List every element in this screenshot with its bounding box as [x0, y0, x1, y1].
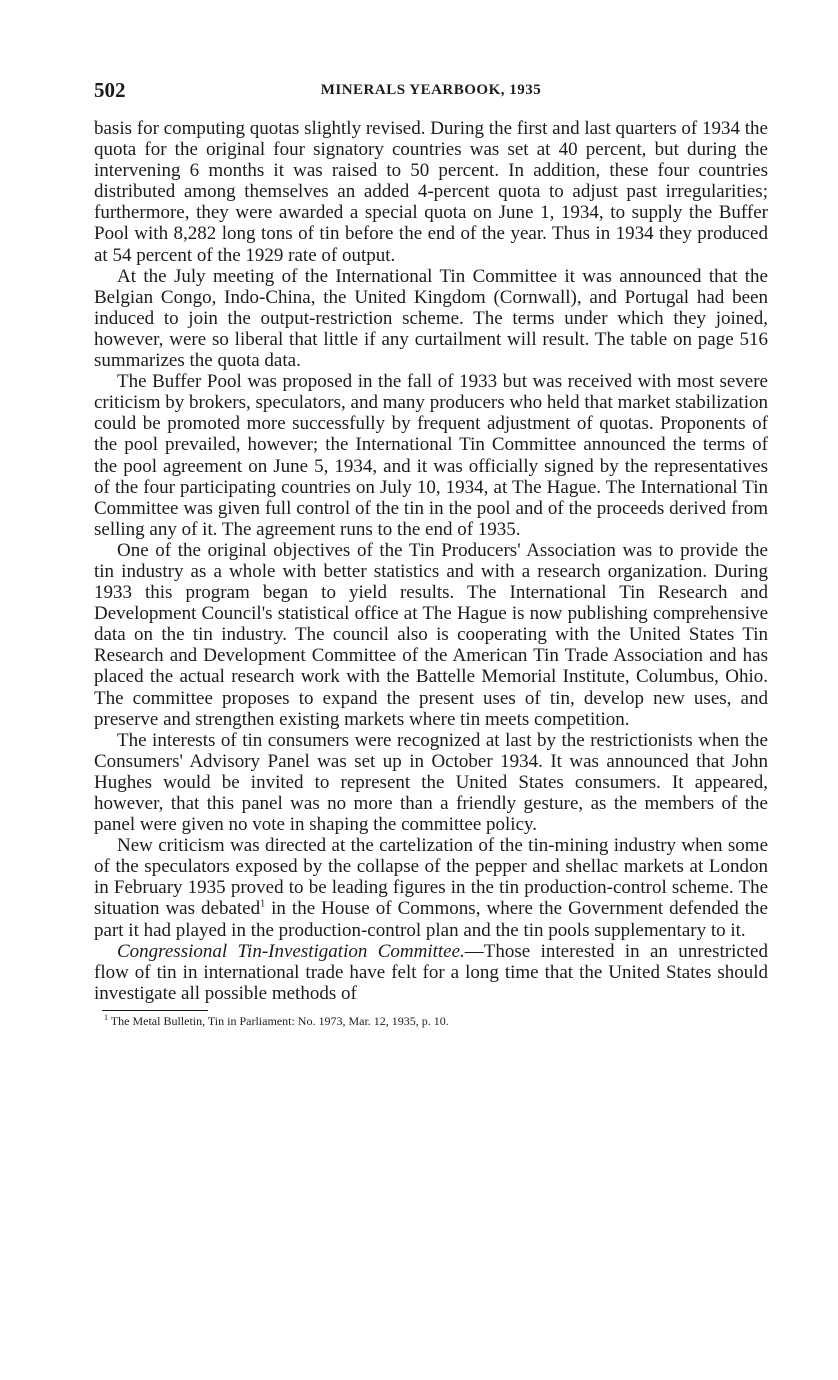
page-header: [94, 78, 768, 118]
footnote-marker: 1: [104, 1012, 108, 1022]
paragraph-6-text-after: in the House of Commons, where the Government defended the part it had played in the production-control plan and the tin pools supplementary to it.: [94, 898, 768, 941]
paragraph-6: [94, 835, 768, 940]
footnote-reference: 1: [260, 899, 266, 911]
body-text: [94, 118, 768, 1004]
footnote: [104, 1013, 768, 1029]
running-title: MINERALS YEARBOOK, 1935: [320, 82, 542, 98]
paragraph-5: The interests of tin consumers were recognized at last by the restrictionists when the Consumers' Advisory Panel was set up in October 1934. It was announced that John Hughes would be invited to represent the United States consumers. It appeared, however, that this panel was no more than a friendly gesture, as the members of the panel were given no vote in shaping the committee policy.: [94, 729, 768, 836]
paragraph-7: [94, 941, 768, 1004]
page-number: 502: [94, 78, 126, 102]
paragraph-2: At the July meeting of the International Tin Committee it was announced that the Belgian Congo, Indo-China, the United Kingdom (Cornwall), and Portugal had been induced to join the output-restriction scheme. The terms under which they joined, however, were so liberal that little if any curtailment will result. The table on page 516 summarizes the quota data.: [94, 265, 768, 372]
footnote-text: The Metal Bulletin, Tin in Parliament: No. 1973, Mar. 12, 1935, p. 10.: [110, 1013, 449, 1028]
paragraph-4: One of the original objectives of the Tin Producers' Association was to provide the tin industry as a whole with better statistics and with a research organization. During 1933 this program began to yield results. The International Tin Research and Development Council's statistical office at The Hague is now publishing comprehensive data on the tin industry. The council also is cooperating with the United States Tin Research and Development Committee of the American Tin Trade Association and has placed the actual research work with the Battelle Memorial Institute, Columbus, Ohio. The committee proposes to expand the present uses of tin, develop new uses, and preserve and strengthen existing markets where tin meets competition.: [94, 539, 768, 730]
paragraph-7-text: —Those interested in an unrestricted flow of tin in international trade have felt for a long time that the United States should investigate all possible methods of: [94, 940, 768, 1004]
section-heading: Congressional Tin-Investigation Committee.: [117, 940, 465, 962]
footnote-divider: [102, 1010, 208, 1011]
paragraph-6-text-before: New criticism was directed at the cartelization of the tin-mining industry when some of the speculators exposed by the collapse of the pepper and shellac markets at London in February 1935 proved to be leading figures in the tin production-control scheme. The situation was debated: [94, 835, 768, 920]
paragraph-1: basis for computing quotas slightly revised. During the first and last quarters of 1934 the quota for the original four signatory countries was set at 40 percent, but during the intervening 6 months it was raised to 50 percent. In addition, these four countries distributed among themselves an added 4-percent quota to adjust past irregularities; furthermore, they were awarded a special quota on June 1, 1934, to supply the Buffer Pool with 8,282 long tons of tin before the end of the year. Thus in 1934 they produced at 54 percent of the 1929 rate of output.: [94, 118, 768, 266]
page: [94, 78, 768, 1029]
paragraph-3: The Buffer Pool was proposed in the fall of 1933 but was received with most severe criticism by brokers, speculators, and many producers who held that market stabilization could be promoted more successfully by frequent adjustment of quotas. Proponents of the pool prevailed, however; the International Tin Committee announced the terms of the pool agreement on June 5, 1934, and it was officially signed by the representatives of the four participating countries on July 10, 1934, at The Hague. The International Tin Committee was given full control of the tin in the pool and of the proceeds derived from selling any of it. The agreement runs to the end of 1935.: [94, 371, 768, 540]
